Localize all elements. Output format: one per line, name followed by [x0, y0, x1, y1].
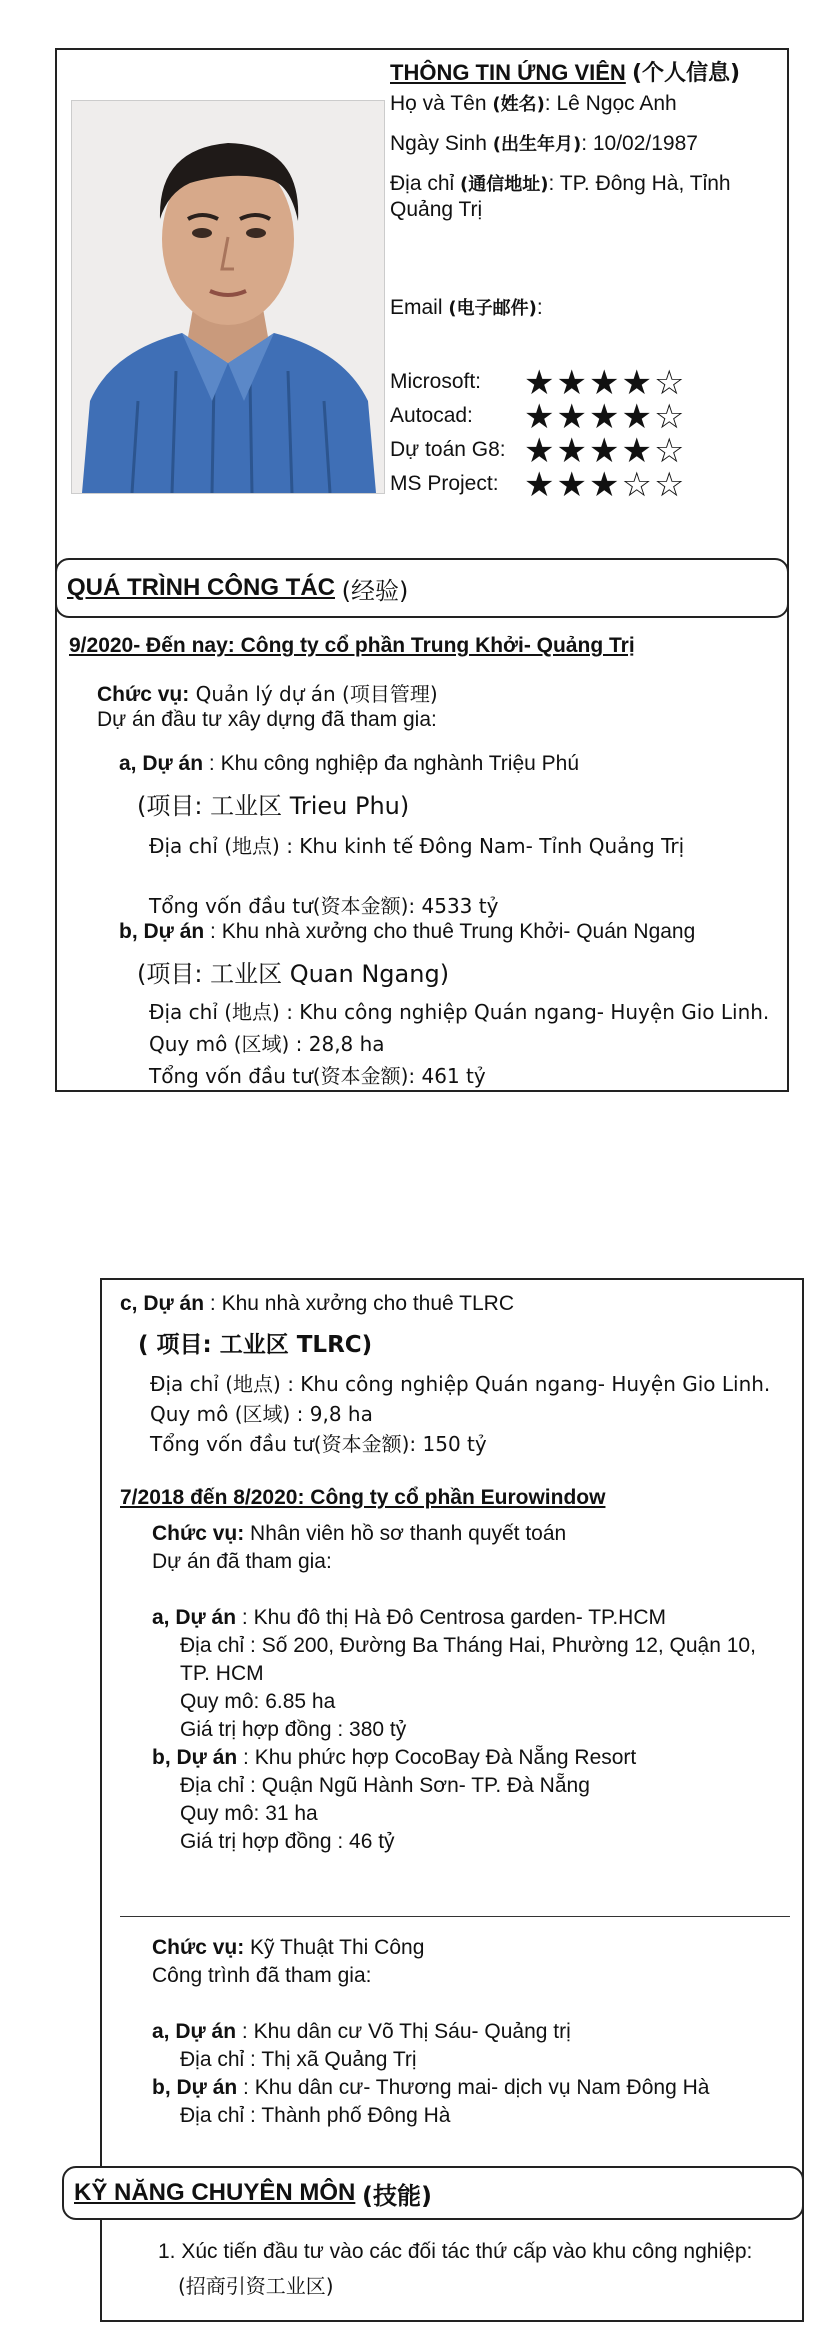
job1-intro: Dự án đầu tư xây dựng đã tham gia:	[97, 708, 437, 731]
experience-header-vn: QUÁ TRÌNH CÔNG TÁC	[67, 574, 335, 601]
skill-label: Autocad:	[390, 404, 473, 427]
address-label-zh: (通信地址)	[460, 174, 549, 195]
name-label-zh: (姓名)	[492, 94, 545, 115]
empty-star-icon: ☆	[653, 466, 687, 504]
filled-star-icon: ★	[556, 398, 589, 436]
job3-project-a	[152, 2020, 571, 2044]
filled-star-icon: ★	[556, 432, 589, 470]
filled-star-icon: ★	[556, 364, 589, 402]
job3-project-a-prefix: a, Dự án	[152, 2020, 237, 2043]
dob-label: Ngày Sinh	[390, 132, 487, 155]
job2-project-a-contract: Giá trị hợp đồng : 380 tỷ	[180, 1718, 407, 1741]
skill-rating-stars	[524, 434, 686, 468]
job3-project-b-prefix: b, Dự án	[152, 2076, 238, 2099]
profile-title-zh: (个人信息)	[631, 61, 741, 86]
project-c-prefix: c, Dự án	[120, 1292, 205, 1315]
skill-label: Dự toán G8:	[390, 438, 506, 461]
empty-star-icon: ☆	[653, 398, 687, 436]
project-a-investment: Tổng vốn đầu tư(资本金额): 4533 tỷ	[149, 894, 499, 918]
job3-role-label: Chức vụ:	[152, 1936, 245, 1959]
filled-star-icon: ★	[524, 432, 557, 470]
address-row	[390, 170, 731, 196]
job1-role-label: Chức vụ:	[97, 683, 190, 706]
project-b-zh: (项目: 工业区 Quan Ngang)	[137, 960, 450, 988]
skill-rating-stars	[524, 366, 686, 400]
filled-star-icon: ★	[556, 466, 589, 504]
job2-period: 7/2018 đến 8/2020: Công ty cổ phần Eurowindow	[120, 1486, 606, 1509]
skill-rating-stars	[524, 400, 686, 434]
filled-star-icon: ★	[524, 398, 557, 436]
address-value-2: Quảng Trị	[390, 198, 483, 221]
resume-page-2	[74, 1278, 804, 2322]
job2-project-a-address-2: TP. HCM	[180, 1662, 264, 1685]
project-a-name: : Khu công nghiệp đa nghành Triệu Phú	[203, 752, 580, 775]
empty-star-icon: ☆	[653, 364, 687, 402]
skill-label: Microsoft:	[390, 370, 482, 393]
job3-role-value: Kỹ Thuật Thi Công	[244, 1936, 425, 1959]
job1-project-a	[119, 752, 579, 776]
skills-header-vn: KỸ NĂNG CHUYÊN MÔN	[74, 2179, 356, 2206]
job1-project-c	[120, 1292, 514, 1316]
skill-rating-stars	[524, 468, 686, 502]
project-c-investment: Tổng vốn đầu tư(资本金额): 150 tỷ	[150, 1432, 487, 1456]
resume-page-1	[55, 48, 789, 1092]
empty-star-icon: ☆	[621, 466, 654, 504]
job2-project-a-prefix: a, Dự án	[152, 1606, 237, 1629]
job2-project-a	[152, 1606, 666, 1630]
profile-title-vn: THÔNG TIN ỨNG VIÊN	[390, 60, 626, 85]
filled-star-icon: ★	[588, 398, 622, 436]
filled-star-icon: ★	[588, 364, 622, 402]
filled-star-icon: ★	[588, 466, 622, 504]
job3-project-b-address: Địa chỉ : Thành phố Đông Hà	[180, 2104, 451, 2127]
email-value: :	[536, 296, 543, 319]
filled-star-icon: ★	[621, 398, 654, 436]
filled-star-icon: ★	[621, 432, 654, 470]
job2-intro: Dự án đã tham gia:	[152, 1550, 332, 1573]
address-label: Địa chỉ	[390, 172, 455, 195]
project-a-prefix: a, Dự án	[119, 752, 204, 775]
job1-project-b	[119, 920, 695, 944]
filled-star-icon: ★	[588, 432, 622, 470]
candidate-photo	[71, 100, 385, 494]
dob-row	[390, 130, 698, 156]
job2-project-a-scale: Quy mô: 6.85 ha	[180, 1690, 336, 1713]
job2-project-b-address: Địa chỉ : Quận Ngũ Hành Sơn- TP. Đà Nẵng	[180, 1774, 590, 1797]
project-c-zh: ( 项目: 工业区 TLRC)	[138, 1332, 373, 1358]
job1-period: 9/2020- Đến nay: Công ty cổ phần Trung Khởi- Quảng Trị	[69, 634, 635, 657]
dob-value: : 10/02/1987	[581, 132, 698, 155]
job3-intro: Công trình đã tham gia:	[152, 1964, 372, 1987]
skills-section-header	[62, 2166, 804, 2220]
job2-project-b-contract: Giá trị hợp đồng : 46 tỷ	[180, 1830, 395, 1853]
project-a-zh: (项目: 工业区 Trieu Phu)	[137, 792, 410, 820]
professional-skill-1-zh: (招商引资工业区)	[178, 2274, 334, 2298]
project-c-address: Địa chỉ (地点) : Khu công nghiệp Quán ngang- Huyện Gio Linh.	[150, 1372, 771, 1396]
email-label-zh: (电子邮件)	[448, 298, 537, 319]
section-divider	[120, 1916, 790, 1917]
experience-header-zh: (经验)	[341, 576, 409, 605]
profile-title	[390, 56, 740, 87]
job2-project-b-scale: Quy mô: 31 ha	[180, 1802, 318, 1825]
address-value-1: : TP. Đông Hà, Tỉnh	[548, 172, 731, 195]
job1-role	[97, 678, 438, 707]
email-row	[390, 294, 543, 320]
filled-star-icon: ★	[524, 466, 557, 504]
name-label: Họ và Tên	[390, 92, 487, 115]
job3-project-b-name: : Khu dân cư- Thương mai- dịch vụ Nam Đông Hà	[237, 2076, 710, 2099]
experience-section-header	[55, 558, 789, 618]
job2-role	[152, 1522, 566, 1546]
job2-project-b-prefix: b, Dự án	[152, 1746, 238, 1769]
job2-project-b	[152, 1746, 636, 1770]
project-b-address: Địa chỉ (地点) : Khu công nghiệp Quán ngang- Huyện Gio Linh.	[149, 1000, 770, 1024]
empty-star-icon: ☆	[653, 432, 687, 470]
job3-project-a-name: : Khu dân cư Võ Thị Sáu- Quảng trị	[236, 2020, 571, 2043]
portrait-image	[72, 101, 384, 493]
job2-project-a-name: : Khu đô thị Hà Đô Centrosa garden- TP.HCM	[236, 1606, 666, 1629]
job2-project-b-name: : Khu phức hợp CocoBay Đà Nẵng Resort	[237, 1746, 637, 1769]
project-b-scale: Quy mô (区域) : 28,8 ha	[149, 1032, 385, 1056]
job3-project-b	[152, 2076, 709, 2100]
project-b-name: : Khu nhà xưởng cho thuê Trung Khởi- Quán Ngang	[204, 920, 696, 943]
email-label: Email	[390, 296, 443, 319]
filled-star-icon: ★	[524, 364, 557, 402]
job2-project-a-address-1: Địa chỉ : Số 200, Đường Ba Tháng Hai, Phường 12, Quận 10,	[180, 1634, 756, 1657]
professional-skill-1: 1. Xúc tiến đầu tư vào các đối tác thứ cấp vào khu công nghiệp:	[158, 2240, 753, 2263]
job3-role	[152, 1936, 424, 1960]
skill-label: MS Project:	[390, 472, 499, 495]
job3-project-a-address: Địa chỉ : Thị xã Quảng Trị	[180, 2048, 417, 2071]
skills-header-zh: (技能)	[362, 2181, 432, 2210]
filled-star-icon: ★	[621, 364, 654, 402]
project-c-name: : Khu nhà xưởng cho thuê TLRC	[204, 1292, 515, 1315]
job2-role-value: Nhân viên hồ sơ thanh quyết toán	[244, 1522, 567, 1545]
project-a-address: Địa chỉ (地点) : Khu kinh tế Đông Nam- Tỉnh Quảng Trị	[149, 834, 685, 858]
name-value: : Lê Ngọc Anh	[544, 92, 677, 115]
job1-role-value: Quản lý dự án (项目管理)	[189, 682, 438, 706]
name-row	[390, 90, 677, 116]
dob-label-zh: (出生年月)	[492, 134, 582, 155]
job2-role-label: Chức vụ:	[152, 1522, 245, 1545]
project-c-scale: Quy mô (区域) : 9,8 ha	[150, 1402, 373, 1426]
project-b-prefix: b, Dự án	[119, 920, 205, 943]
project-b-investment: Tổng vốn đầu tư(资本金额): 461 tỷ	[149, 1064, 486, 1088]
